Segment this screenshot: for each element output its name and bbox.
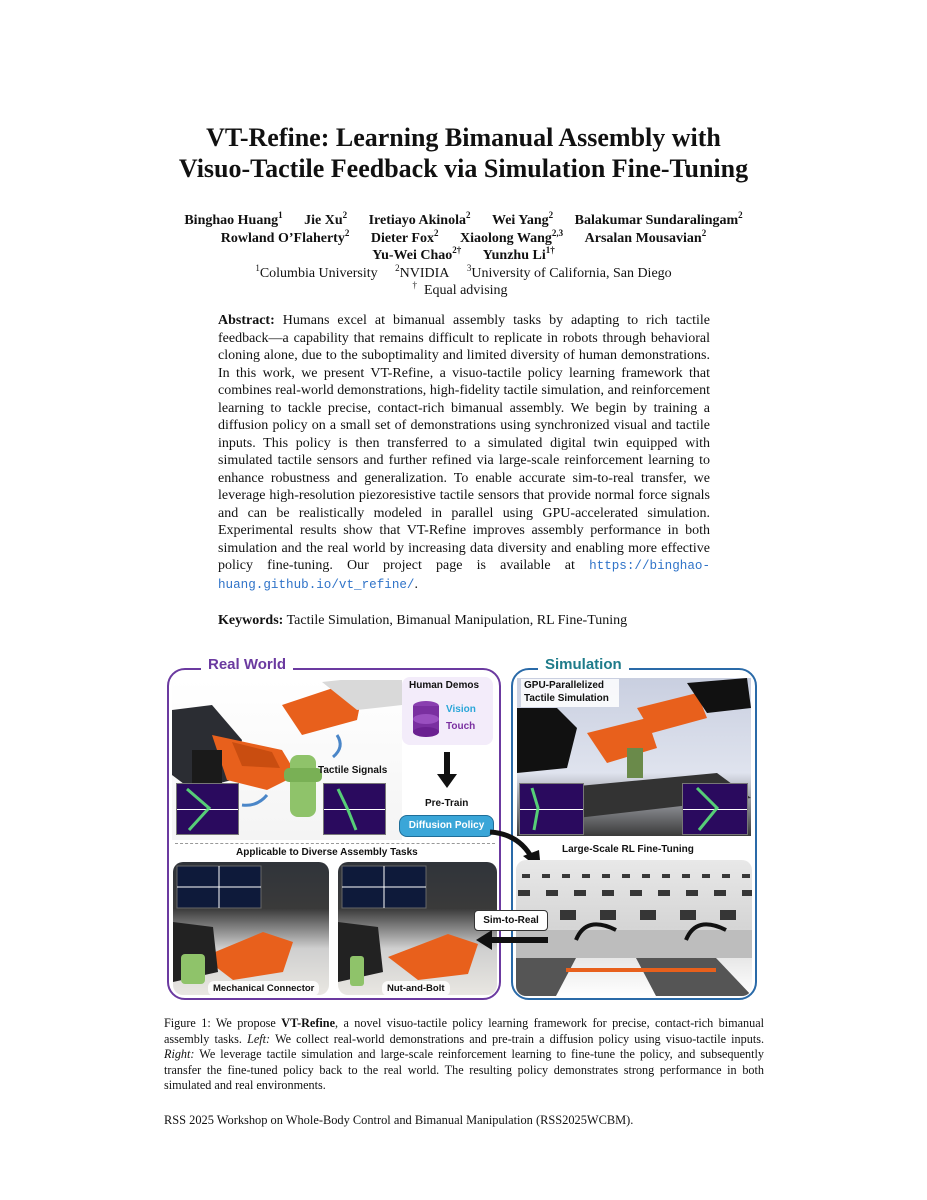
tactile-sensor-image — [323, 783, 386, 835]
authors-row-3 — [0, 247, 927, 265]
mechanical-connector-photo — [173, 862, 329, 995]
affiliations — [0, 262, 927, 283]
diffusion-policy-box: Diffusion Policy — [399, 815, 494, 837]
arrow-down-icon — [437, 752, 457, 790]
authors-row-1 — [0, 212, 927, 230]
keywords — [218, 612, 710, 630]
sim-tactile-sensor-image — [682, 783, 748, 835]
author: Dieter Fox$^2$ — [370, 227, 439, 246]
paper-title — [0, 122, 927, 184]
sim-to-real-label: Sim-to-Real — [474, 910, 548, 931]
caption-method-name: VT-Refine — [281, 1016, 335, 1030]
sim-tactile-sensor-image — [519, 783, 584, 835]
equal-advising-note: † Equal advising — [412, 280, 508, 298]
arrow-left-icon — [476, 930, 548, 950]
caption-label: Figure 1: — [164, 1016, 211, 1030]
author: Rowland O’Flaherty$^2$ — [220, 227, 350, 246]
parallel-environments-render — [516, 860, 752, 996]
author: Arsalan Mousavian$^2$ — [584, 227, 707, 246]
nut-and-bolt-label: Nut-and-Bolt — [382, 981, 450, 996]
tactile-signals-label: Tactile Signals — [318, 765, 388, 776]
author: Wei Yang$^2$ — [491, 210, 554, 228]
human-demos-label: Human Demos — [409, 680, 480, 691]
affiliation: $^3$University of California, San Diego — [466, 262, 672, 281]
author: Xiaolong Wang$^{2,3}$ — [459, 227, 564, 246]
tactile-sensor-image — [176, 783, 239, 835]
touch-label: Touch — [446, 721, 476, 732]
mechanical-connector-label: Mechanical Connector — [208, 981, 319, 996]
nut-and-bolt-photo — [338, 862, 497, 995]
author: Jie Xu$^2$ — [304, 210, 348, 228]
project-link[interactable]: https://binghao-huang.github.io/vt_refine/ — [218, 559, 710, 592]
panel-divider — [175, 843, 495, 844]
abstract-text: Humans excel at bimanual assembly tasks by adapting to rich tactile feedback—a capability that remains difficult to replicate in robots through behavioral cloning alone, due to the suboptimality and limited diversity of human demonstrations. In this work, we present VT-Refine, a visuo-tactile policy learning framework that combines real-world demonstrations, high-fidelity tactile simulation, and reinforcement learning to tackle precise, contact-rich bimanual assembly. We begin by training a diffusion policy on a small set of demonstrations using synchronized visual and tactile inputs. This policy is then transferred to a simulated digital twin equipped with simulated tactile sensors and further refined via large-scale reinforcement learning to enhance robustness and generalization. To enable accurate sim-to-real transfer, we leverage high-resolution piezoresistive tactile sensors that provide normal force signals and can be realistically modeled in parallel using GPU-accelerated simulation. Experimental results show that VT-Refine improves assembly performance in both simulation and the real world by increasing data diversity and enabling more effective policy fine-tuning. Our project page is available at — [218, 313, 711, 573]
vision-label: Vision — [446, 704, 476, 715]
title-line-2: Visuo-Tactile Feedback via Simulation Fine-Tuning — [178, 154, 749, 183]
author-block — [0, 212, 927, 300]
gpu-label-line-2: Tactile Simulation — [524, 693, 609, 704]
keywords-text: Tactile Simulation, Bimanual Manipulation, RL Fine-Tuning — [286, 613, 628, 628]
gpu-label-line-1: GPU-Parallelized — [524, 680, 605, 691]
author: Iretiayo Akinola$^2$ — [368, 210, 471, 228]
simulation-title: Simulation — [538, 656, 629, 674]
abstract: Abstract: Humans excel at bimanual assembly tasks by adapting to rich tactile feedback—a capability that remains difficult to replicate in robots through behavioral cloning alone, due to the suboptimality and limited diversity of human demonstrations. In this work, we present VT-Refine, a visuo-tactile policy learning framework that combines real-world demonstrations, high-fidelity tactile simulation, and reinforcement learning to tackle precise, contact-rich bimanual assembly. We begin by training a diffusion policy on a small set of demonstrations using synchronized visual and tactile inputs. This policy is then transferred to a simulated digital twin equipped with simulated tactile sensors and further refined via large-scale reinforcement learning to enhance robustness and generalization. To enable accurate sim-to-real transfer, we leverage high-resolution piezoresistive tactile sensors that provide normal force signals and can be realistically modeled in parallel using GPU-accelerated simulation. Experimental results show that VT-Refine improves assembly performance in both simulation and the real world by increasing data diversity and enabling more effective policy fine-tuning. Our project page is available at https://binghao-huang.github.io/vt_refine/. — [218, 313, 711, 592]
affiliation: $^2$NVIDIA — [395, 262, 450, 281]
author: Binghao Huang$^1$ — [184, 210, 283, 228]
keywords-label: Keywords: — [218, 613, 284, 628]
database-icon — [411, 700, 441, 740]
applicable-label: Applicable to Diverse Assembly Tasks — [236, 847, 418, 858]
abstract-label: Abstract: — [218, 313, 275, 328]
real-world-title: Real World — [201, 656, 293, 674]
author: Balakumar Sundaralingam$^2$ — [574, 210, 743, 228]
authors-row-2 — [0, 227, 927, 248]
figure-caption: Figure 1: We propose VT-Refine, a novel visuo-tactile policy learning framework for precise, contact-rich bimanual assembly tasks. Left: We collect real-world demonstrations and pre-train a diffusion policy using visuo-tactile inputs. Right: We leverage tactile simulation and large-scale reinforcement learning to fine-tune the policy, and subsequently transfer the fine-tuned policy back to the real world. The resulting policy demonstrates strong performance in both simulated and real environments. — [164, 1016, 765, 1092]
author: Yunzhu $Li^{1\dagger}$ — [482, 245, 555, 263]
pre-train-label: Pre-Train — [425, 798, 469, 809]
footer-venue: RSS 2025 Workshop on Whole-Body Control and Bimanual Manipulation (RSS2025WCBM). — [164, 1113, 634, 1127]
affiliation: $^1$Columbia University — [255, 262, 378, 281]
rl-finetune-label: Large-Scale RL Fine-Tuning — [562, 844, 694, 855]
title-line-1: VT-Refine: Learning Bimanual Assembly with — [206, 123, 721, 152]
author: Yu-Wei Chao$^{2\dagger}$ — [372, 245, 462, 263]
